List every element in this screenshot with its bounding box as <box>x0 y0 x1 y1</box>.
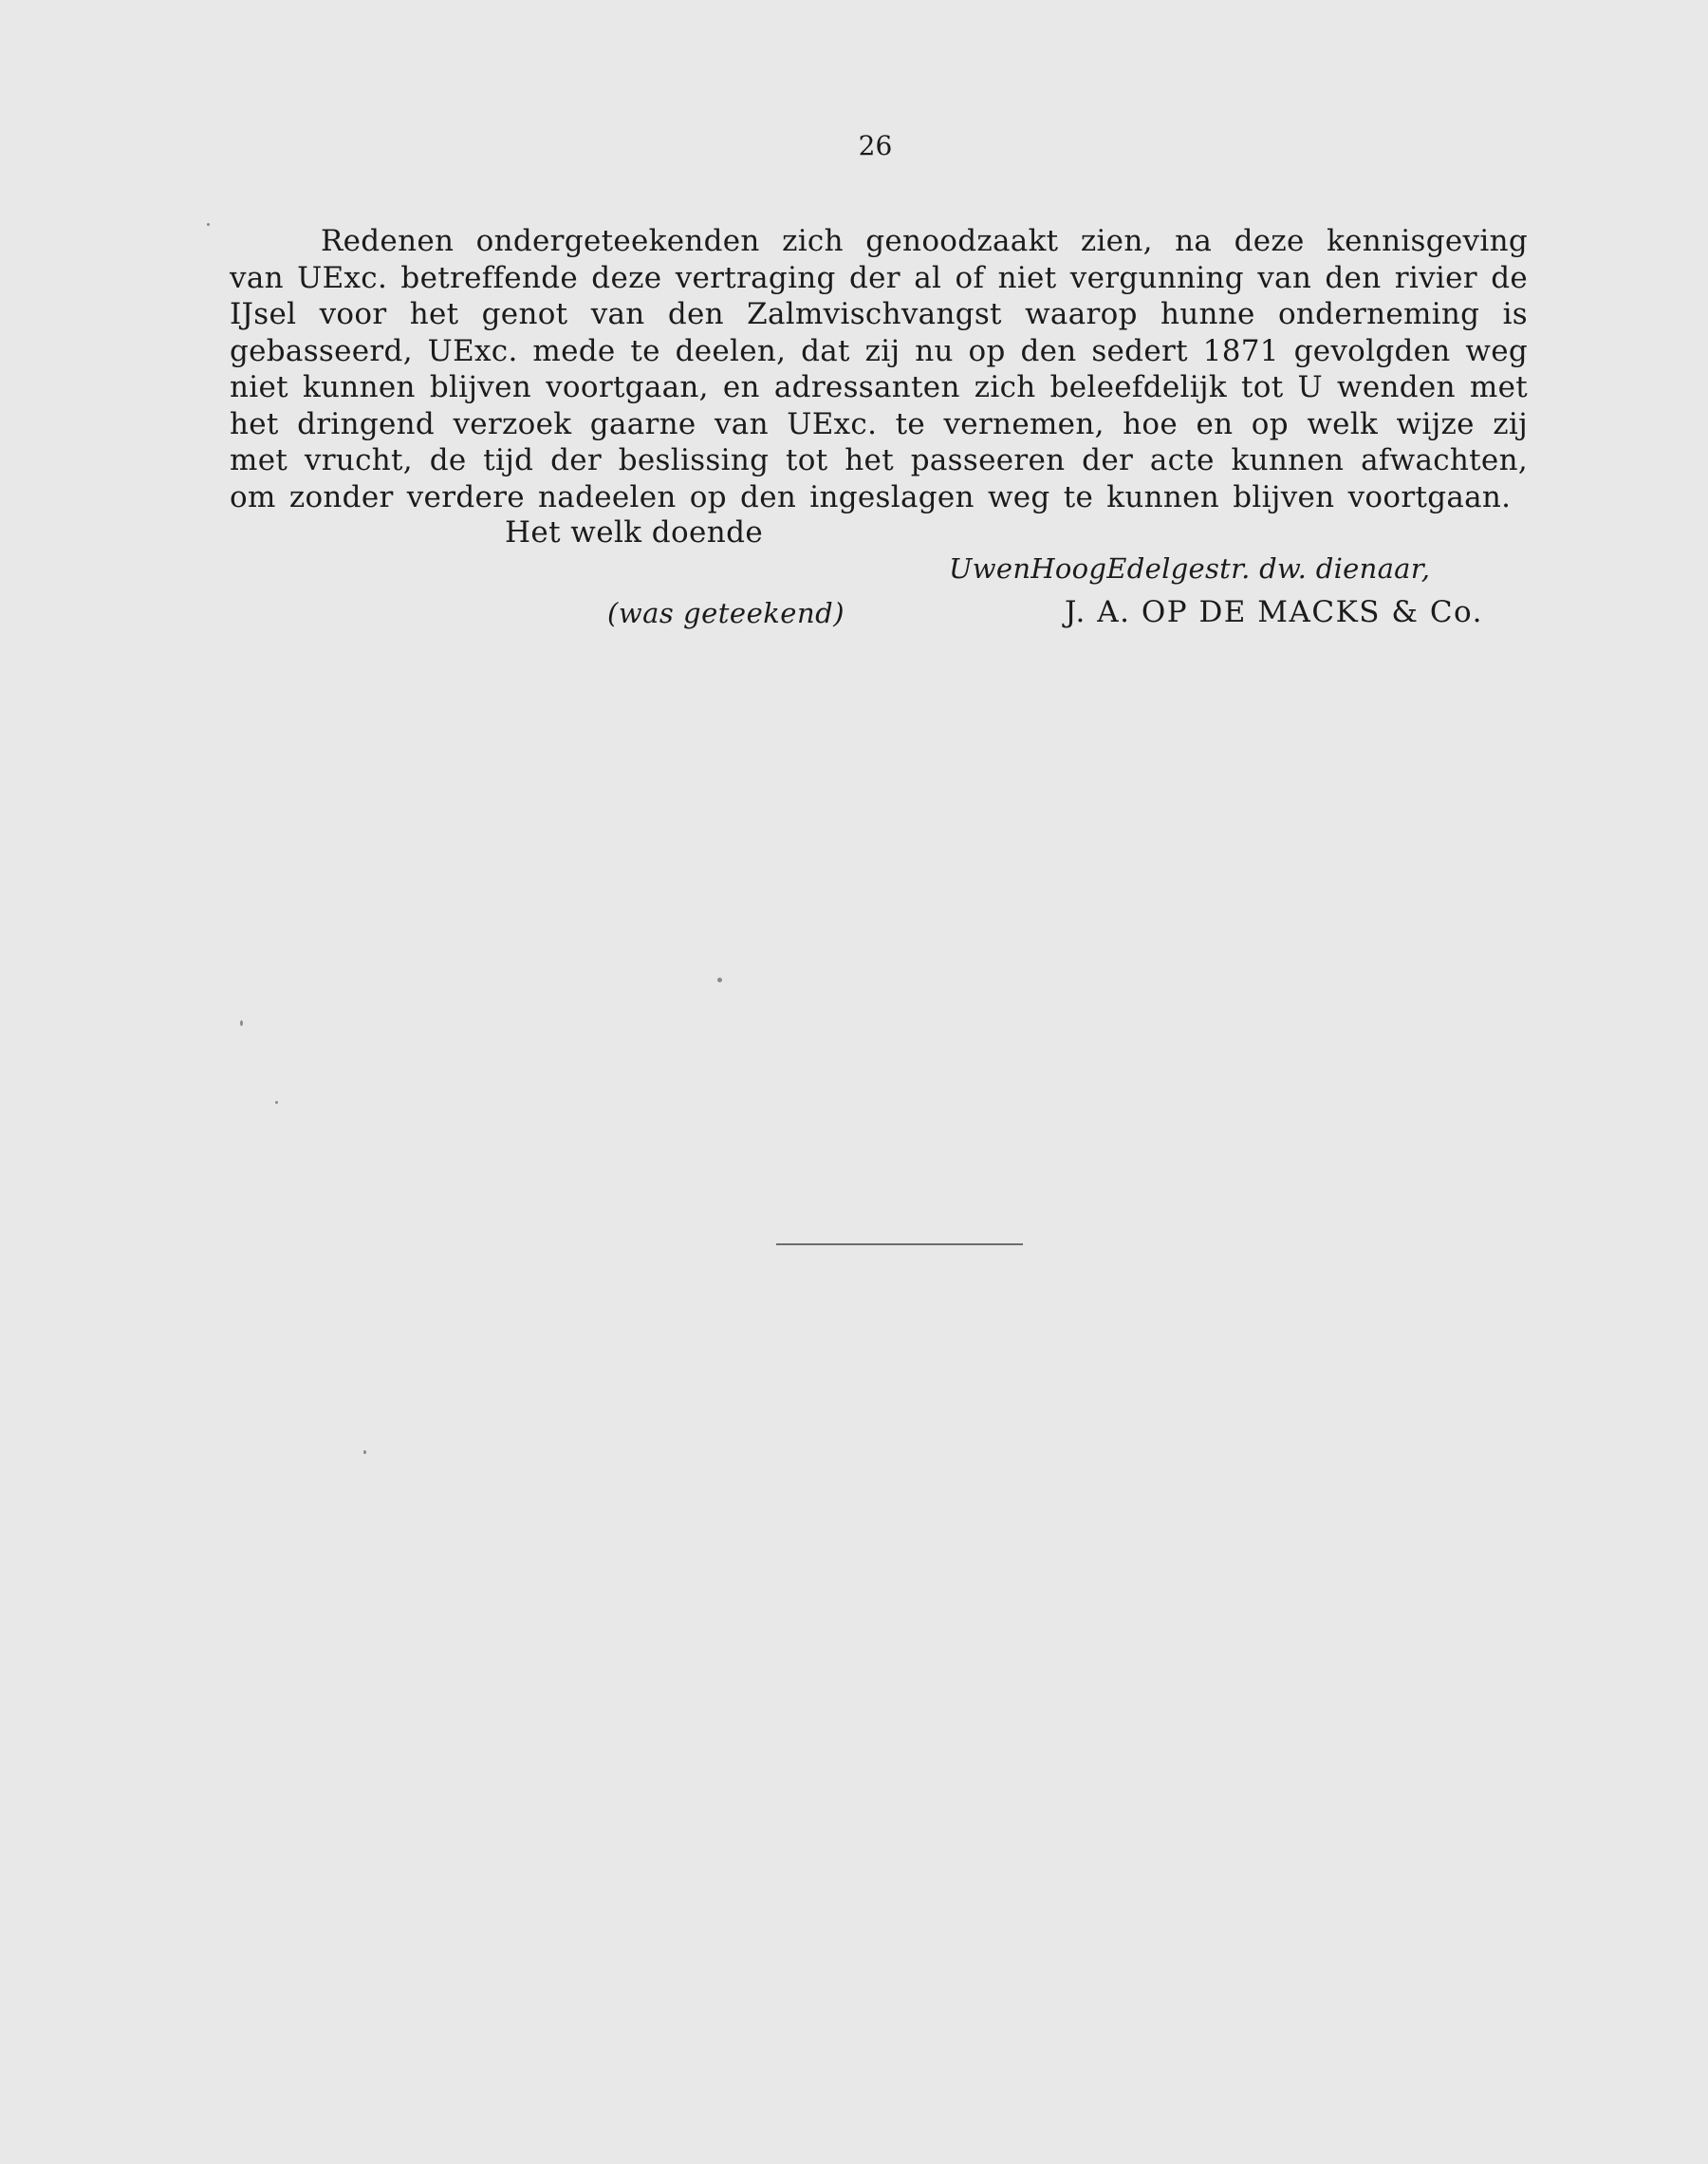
paper-speck <box>363 1450 366 1454</box>
closing-phrase: Het welk doende <box>505 515 764 550</box>
paper-speck <box>207 223 210 226</box>
body-paragraph: Redenen ondergeteekenden zich genoodzaakt zien, na deze kennisgeving van UExc. betreffende deze vertraging der al of niet vergunning van den rivier de IJsel voor het genot van den Zalmvischvangst waarop hunne onderneming is gebasseerd, UExc. mede te deelen, dat zij nu op den sedert 1871 gevolgden weg niet kunnen blijven voortgaan, en adressanten zich beleefdelijk tot U wenden met het dringend verzoek gaarne van UExc. te vernemen, hoe en op welk wijze zij met vrucht, de tijd der beslissing tot het passeeren der acte kunnen afwachten, om zonder verdere nadeelen op den ingeslagen weg te kunnen blijven voortgaan. <box>230 224 1528 514</box>
signed-note: (was geteekend) <box>607 597 845 629</box>
signer-name: J. A. OP DE MACKS & Co. <box>1065 595 1484 629</box>
page-number: 26 <box>858 130 893 161</box>
end-divider <box>776 1243 1023 1245</box>
paper-speck <box>717 978 722 982</box>
paper-speck <box>240 1020 243 1026</box>
signer-title: UwenHoogEdelgestr. dw. dienaar, <box>949 552 1431 585</box>
paper-speck <box>275 1101 278 1104</box>
